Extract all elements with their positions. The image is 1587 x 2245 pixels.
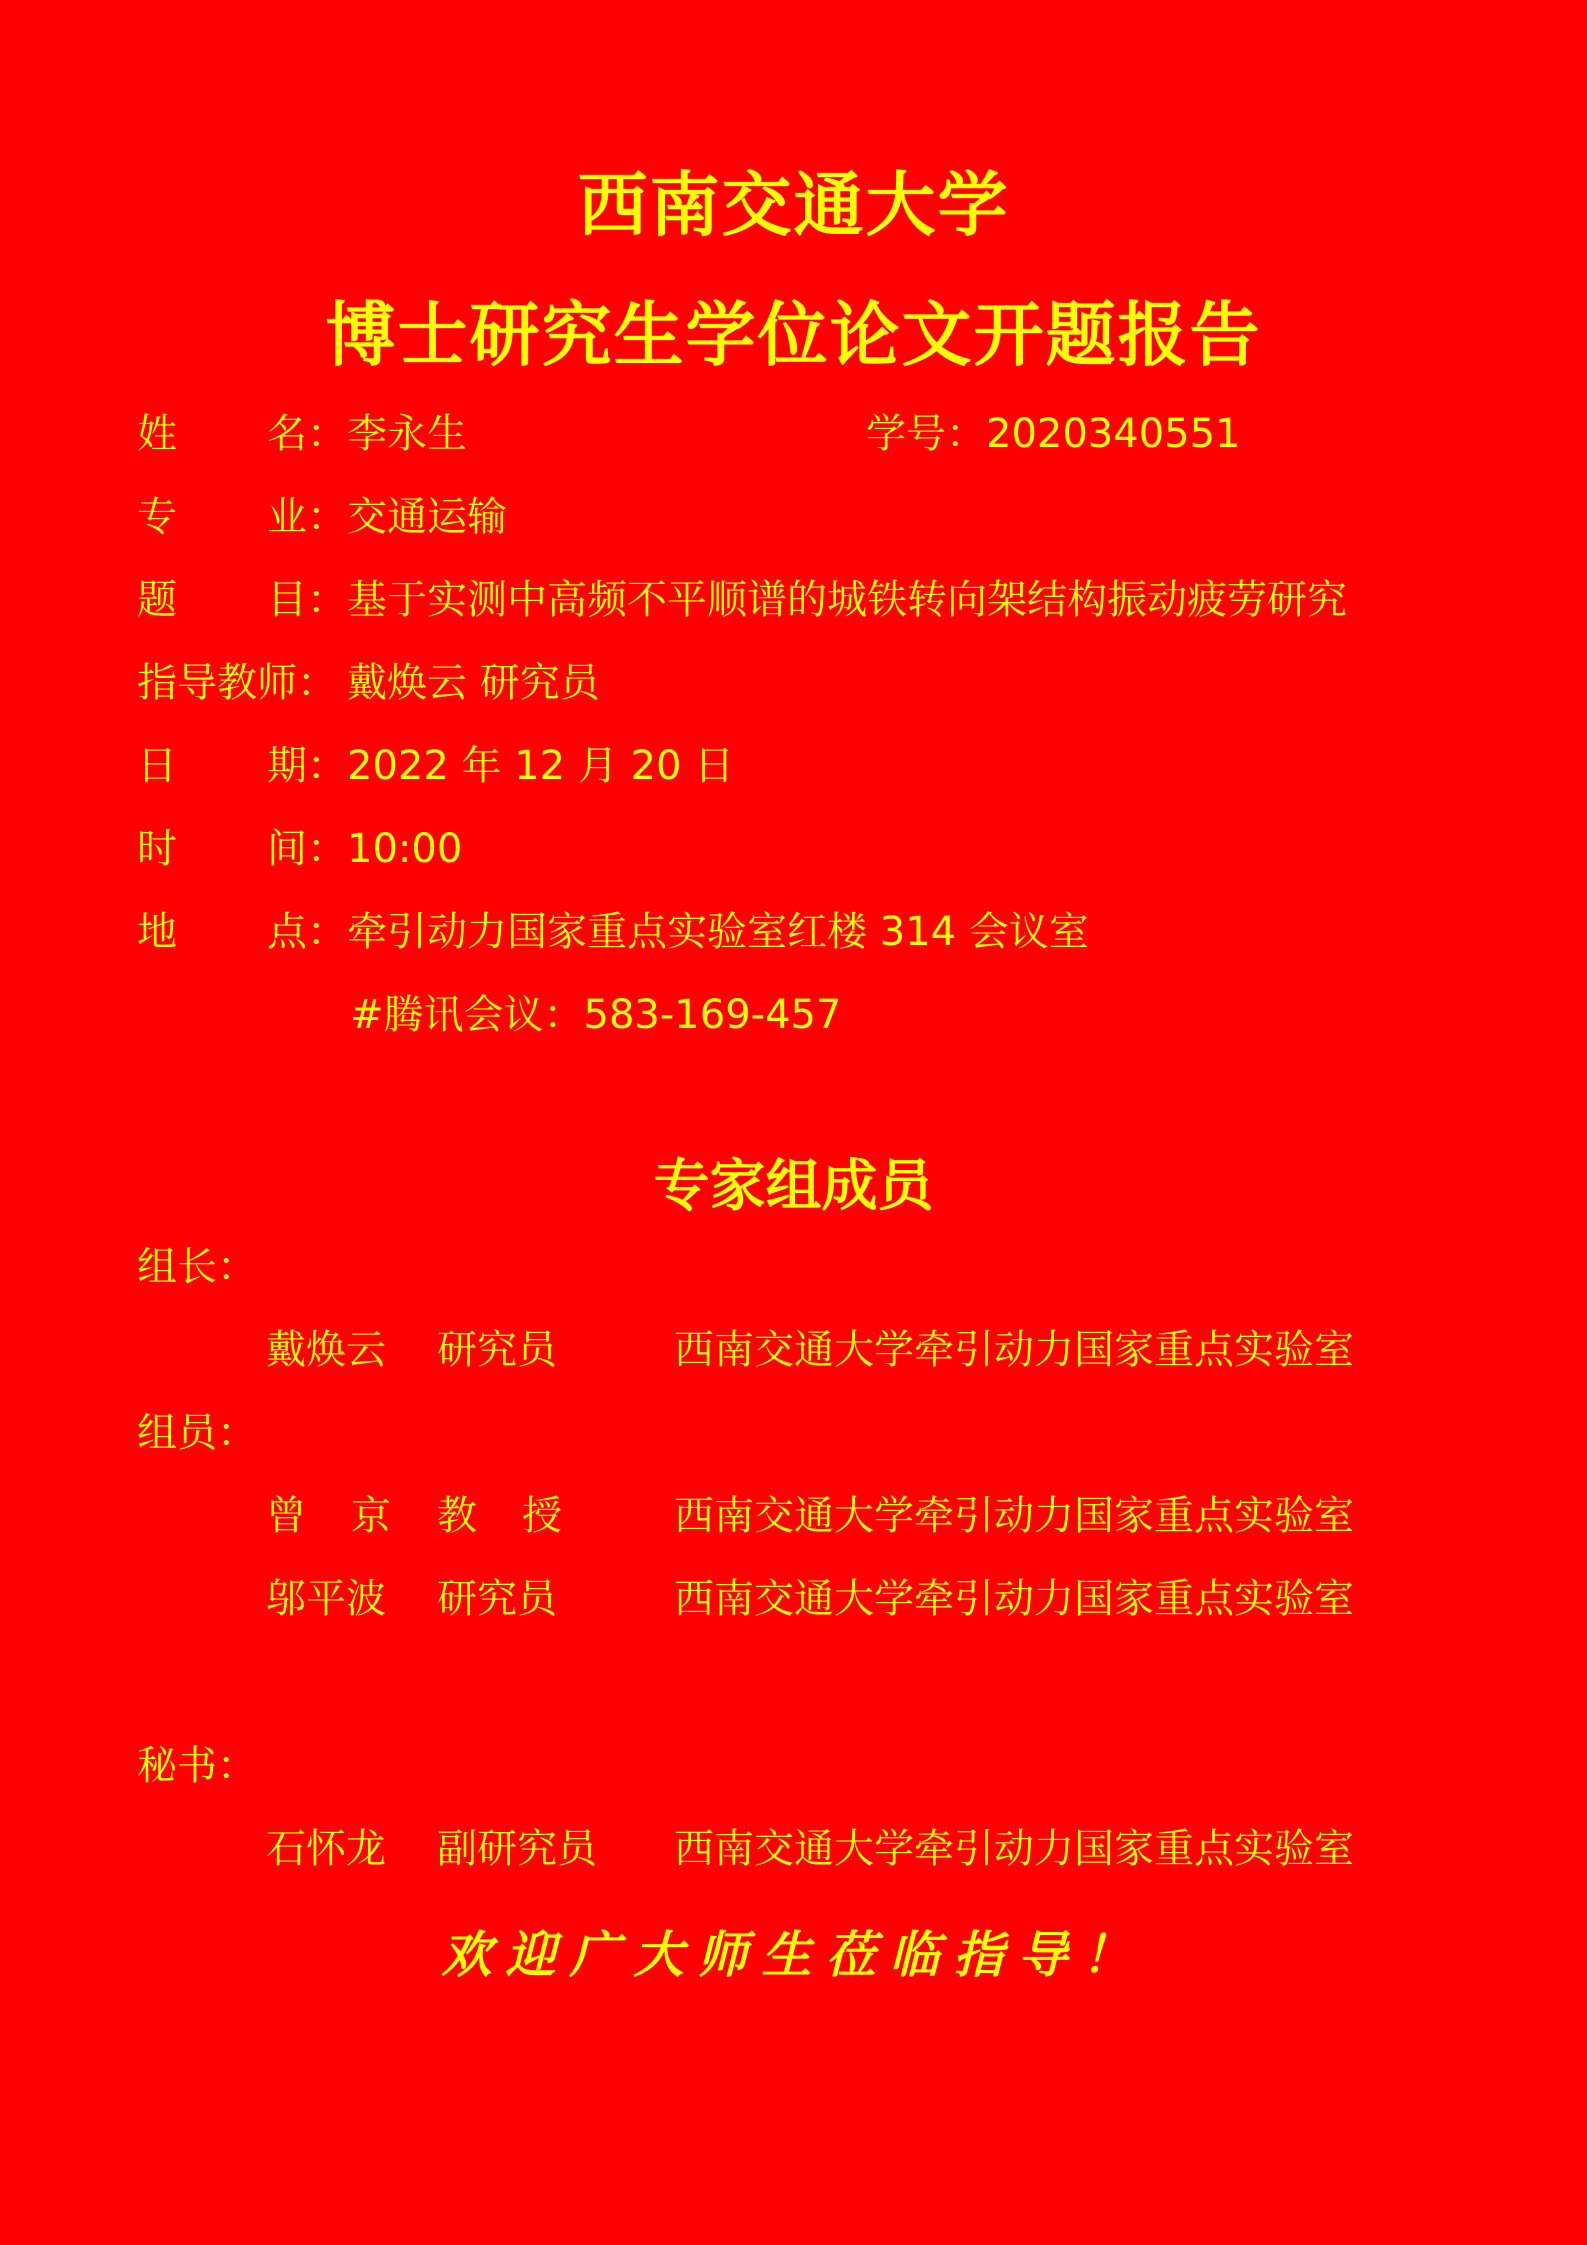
place-value: 牵引动力国家重点实验室红楼 314 会议室 <box>347 909 1089 955</box>
time-label: 时 间： <box>137 826 347 872</box>
member-title: 副研究员 <box>437 1826 597 1872</box>
member-name: 石怀龙 <box>266 1826 386 1872</box>
committee-secretary <box>266 1824 1354 1874</box>
advisor-value: 戴焕云 研究员 <box>347 660 600 706</box>
member-name: 邬平波 <box>266 1576 386 1622</box>
topic-row <box>137 575 1347 625</box>
secretary-label: 秘书： <box>137 1743 257 1789</box>
student-no-label: 学号： <box>866 411 986 457</box>
member-title: 研究员 <box>437 1327 557 1373</box>
member-title: 教 授 <box>437 1493 562 1539</box>
major-row <box>137 492 507 542</box>
time-row <box>137 824 462 874</box>
leader-label: 组长： <box>137 1244 257 1290</box>
date-value: 2022 年 12 月 20 日 <box>347 743 735 789</box>
topic-label: 题 目： <box>137 577 347 623</box>
advisor-label: 指导教师： <box>137 660 337 706</box>
place-label: 地 点： <box>137 909 347 955</box>
member-name: 戴焕云 <box>266 1327 386 1373</box>
major-value: 交通运输 <box>347 494 507 540</box>
time-value: 10:00 <box>347 826 463 872</box>
committee-member <box>266 1491 1354 1541</box>
members-label: 组员： <box>137 1410 257 1456</box>
name-label: 姓 名： <box>137 411 347 457</box>
member-org: 西南交通大学牵引动力国家重点实验室 <box>674 1576 1354 1622</box>
student-no-value: 2020340551 <box>986 411 1241 457</box>
date-row <box>137 741 734 791</box>
committee-title: 专家组成员 <box>653 1154 934 1219</box>
report-title: 博士研究生学位论文开题报告 <box>325 294 1262 376</box>
tencent-meeting: #腾讯会议：583-169-457 <box>350 992 842 1038</box>
member-org: 西南交通大学牵引动力国家重点实验室 <box>674 1493 1354 1539</box>
date-label: 日 期： <box>137 743 347 789</box>
welcome-message: 欢迎广大师生莅临指导！ <box>441 1925 1146 1984</box>
member-org: 西南交通大学牵引动力国家重点实验室 <box>674 1327 1354 1373</box>
member-org: 西南交通大学牵引动力国家重点实验室 <box>674 1826 1354 1872</box>
name-value: 李永生 <box>347 411 467 457</box>
university-title: 西南交通大学 <box>577 164 1010 246</box>
major-label: 专 业： <box>137 494 347 540</box>
advisor-row <box>137 658 600 708</box>
topic-value: 基于实测中高频不平顺谱的城铁转向架结构振动疲劳研究 <box>347 577 1347 623</box>
name-row <box>137 409 467 459</box>
committee-member <box>266 1574 1354 1624</box>
member-title: 研究员 <box>437 1576 557 1622</box>
member-name: 曾 京 <box>266 1493 391 1539</box>
committee-leader <box>266 1325 1354 1375</box>
student-no <box>866 409 1241 459</box>
place-row <box>137 907 1089 957</box>
